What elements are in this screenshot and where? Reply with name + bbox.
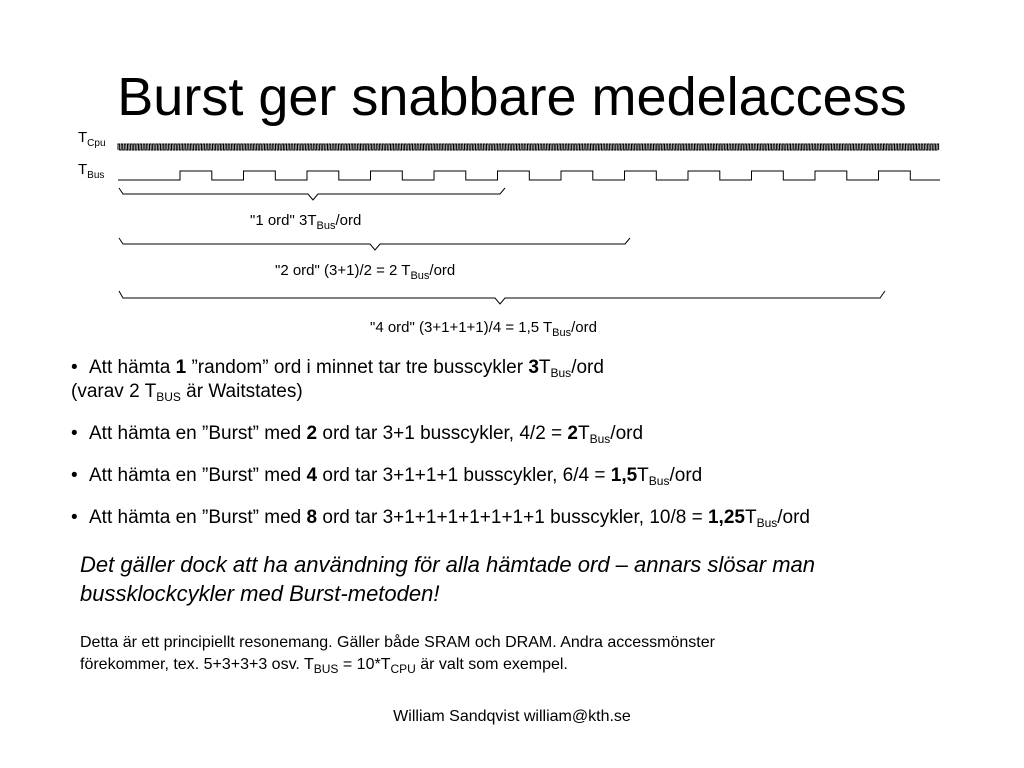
detail-line	[80, 654, 980, 676]
detail-line: Detta är ett principiellt resonemang. Gäller både SRAM och DRAM. Andra accessmönster	[80, 634, 715, 651]
bullet-text: ”random” ord i minnet tar tre busscykler	[186, 357, 529, 378]
bullet-unit-suffix: /ord	[571, 357, 604, 378]
bullet-unit-sub: Bus	[756, 516, 778, 530]
bullet-unit: T	[744, 507, 757, 528]
bullet-text: Att hämta en ”Burst” med	[89, 507, 307, 528]
brace-2-ord	[119, 238, 630, 250]
note-line: bussklockcykler med Burst-metoden!	[80, 581, 440, 606]
bullet-text: Att hämta en ”Burst” med	[89, 423, 307, 444]
bullet-bold: 2	[567, 423, 578, 444]
bus-clock-waveform	[118, 171, 940, 180]
detail-text	[80, 632, 980, 676]
bullet-1: • Att hämta 1 ”random” ord i minnet tar tre busscykler $3T_{Bus}$/ord (varav 2 $T_{BUS}$ är Waitstates)	[71, 357, 604, 404]
bullet-unit: T	[637, 465, 649, 486]
bullet-3: • Att hämta en ”Burst” med 4 ord tar 3+1+1+1 busscykler, $6/4 = 1,5T_{Bus}$/ord	[71, 465, 703, 488]
bullet-unit-suffix: /ord	[610, 423, 644, 444]
detail-text-part: är valt som exempel.	[415, 656, 568, 673]
note-line: Det gäller dock att ha användning för alla hämtade ord – annars slösar man	[80, 552, 815, 577]
bullet-unit: T	[538, 357, 551, 378]
bullet-list	[71, 356, 1011, 548]
annotation-4-ord: "4 ord" (3+1+1+1)/4 = 1,5 $T_{Bus}$/ord	[370, 319, 597, 339]
bullet-bold: 1,5	[610, 465, 638, 486]
brace-4-ord	[119, 291, 885, 304]
bullet-text: Att hämta en ”Burst” med	[89, 465, 307, 486]
bullet-text: ord tar 3+1+1+1 busscykler, 6/4 =	[317, 465, 611, 486]
detail-text-part: = 10*T	[338, 656, 391, 673]
italic-note	[80, 550, 980, 608]
bullet-unit: T	[578, 423, 590, 444]
bullet-2: • Att hämta en ”Burst” med 2 ord tar 3+1 busscykler, $4/2 = 2T_{Bus}$/ord	[71, 423, 644, 446]
detail-sub: CPU	[390, 662, 416, 676]
cpu-clock-waveform	[118, 144, 939, 150]
bullet-text: är Waitstates)	[180, 381, 303, 402]
bullet-text: ord tar 3+1+1+1+1+1+1+1 busscykler, 10/8 =	[317, 507, 708, 528]
bullet-text: ord tar 3+1 busscykler, 4/2 =	[317, 423, 568, 444]
annotation-2-ord: "2 ord" (3+1)/2 = 2 $T_{Bus}$/ord	[275, 262, 456, 282]
detail-sub: BUS	[313, 662, 339, 676]
brace-1-ord	[119, 188, 505, 200]
bullet-4: • Att hämta en ”Burst” med 8 ord tar 3+1+1+1+1+1+1+1 busscykler, $10/8 = 1,25T_{Bus}$/ord	[71, 507, 810, 530]
slide-title: Burst ger snabbare medelaccess	[117, 67, 907, 127]
bullet-unit-sub: Bus	[550, 366, 572, 380]
timing-diagram	[0, 0, 1024, 345]
bullet-bold: 2	[306, 423, 318, 444]
bullet-unit-suffix: /ord	[669, 465, 703, 486]
bullet-text: (varav 2 T	[71, 381, 157, 402]
bullet-bold: 8	[306, 507, 318, 528]
footer-author: William Sandqvist william@kth.se	[393, 708, 631, 725]
t-cpu-label: $T_{Cpu}$	[78, 129, 106, 149]
bullet-bold: 4	[306, 465, 318, 486]
bullet-text: Att hämta	[89, 357, 176, 378]
bullet-bold: 3	[528, 357, 539, 378]
bullet-unit-suffix: /ord	[777, 507, 810, 528]
t-bus-label: $T_{Bus}$	[78, 161, 105, 181]
bullet-bold: 1	[175, 357, 187, 378]
bullet-unit-sub: Bus	[648, 474, 670, 488]
bullet-bold: 1,25	[707, 507, 745, 528]
annotation-1-ord: "1 ord" $3T_{Bus}$/ord	[250, 212, 362, 232]
bullet-unit-sub: BUS	[156, 390, 181, 404]
bullet-unit-sub: Bus	[589, 432, 611, 446]
detail-text-part: förekommer, tex. 5+3+3+3 osv. T	[80, 656, 314, 673]
